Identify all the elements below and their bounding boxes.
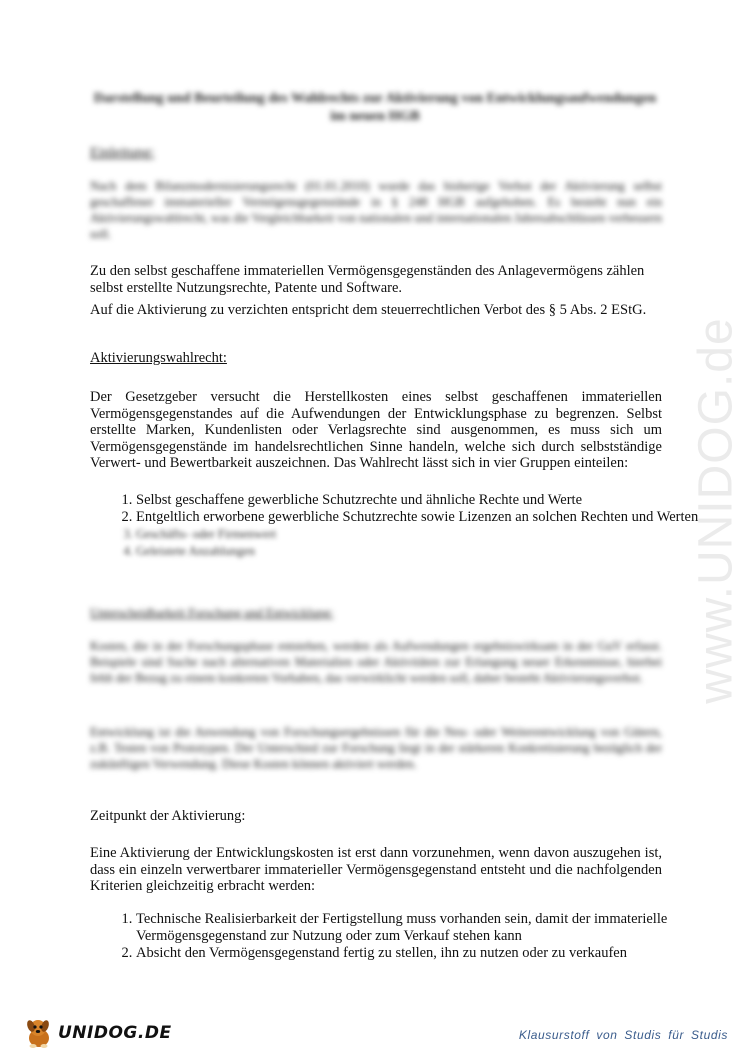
logo-text: UNIDOG.DE	[58, 1023, 172, 1043]
footer-tagline: Klausurstoff von Studis für Studis	[518, 1028, 728, 1042]
section-list-kriterien	[90, 911, 708, 962]
intro-heading: Einleitung:	[90, 145, 155, 161]
dog-mascot-icon	[22, 1016, 56, 1050]
list-item: 1. Technische Realisierbarkeit der Fertigstellung muss vorhanden sein, damit der immaterielle Vermögensgegenstand zur Nutzung oder zum Verkauf stehen kann	[136, 911, 708, 945]
section-heading-aktivierungswahlrecht: Aktivierungswahlrecht:	[90, 350, 227, 366]
section-paragraph-forschung: Kosten, die in der Forschungsphase entstehen, werden als Aufwendungen ergebniswirksam in der GuV erfasst. Beispiele sind Suche nach alternativen Materialien oder Aktivitäten zur Erlangung neuer Erkenntnisse, hierbei fehlt der Bezug zu einem konkreten Vorhaben, das verwirklicht werden soll, daher besteht Aktivierungsverbot.	[90, 639, 662, 685]
intro-blurred-paragraph: Nach dem Bilanzmodernisierungsrecht (01.01.2010) wurde das bisherige Verbot der Aktivierung selbst geschaffener immaterieller Vermögensgegenstände in § 248 HGB aufgehoben. Es besteht nun ein Aktivierungswahlrecht, was die Vergleichbarkeit von nationalen und internationalen Jahresabschlüssen verbessern soll.	[90, 179, 662, 241]
section-list-gruppen	[90, 492, 708, 560]
section-paragraph-aktivierungswahlrecht: Der Gesetzgeber versucht die Herstellkosten eines selbst geschaffenen immateriellen Vermögensgegenstandes auf die Aufwendungen der Entwicklungsphase zu begrenzen. Selbst erstellte Marken, Kundenlisten oder Verlagsrechte sind ausgenommen, es muss sich um Vermögensgegenstände im handelsrechtlichen Sinne handeln, welche sich durch selbstständige Verwert- und Bewertbarkeit auszeichnen. Das Wahlrecht lässt sich in vier Gruppen einteilen:	[90, 389, 662, 471]
list-item: 4. Geleistete Anzahlungen	[136, 543, 708, 560]
list-item: 1. Selbst geschaffene gewerbliche Schutzrechte und ähnliche Rechte und Werte	[136, 492, 708, 509]
list-item: 2. Absicht den Vermögensgegenstand fertig zu stellen, ihn zu nutzen oder zu verkaufen	[136, 945, 708, 962]
list-item: 3. Geschäfts- oder Firmenwert	[136, 526, 708, 543]
section-paragraph-entwicklung: Entwicklung ist die Anwendung von Forschungsergebnissen für die Neu- oder Weiterentwicklung von Gütern, z.B. Testen von Prototypen. Der Unterschied zur Forschung liegt in der stärkeren Konkretisierung bezüglich der zukünftigen Verwendung. Diese Kosten können aktiviert werden.	[90, 725, 662, 771]
section-paragraph-zeitpunkt: Eine Aktivierung der Entwicklungskosten ist erst dann vorzunehmen, wenn davon auszugehen ist, dass ein einzeln verwertbarer immaterieller Vermögensgegenstand entsteht und die nachfolgenden Kriterien gleichzeitig erbracht werden:	[90, 845, 662, 894]
section-heading-forschung-entwicklung: Unterscheidbarkeit Forschung und Entwicklung:	[90, 606, 334, 620]
intro-paragraph-1: Zu den selbst geschaffene immateriellen Vermögensgegenständen des Anlagevermögens zählen selbst erstellte Nutzungsrechte, Patente und Software.	[90, 263, 645, 296]
intro-paragraph-2: Auf die Aktivierung zu verzichten entspricht dem steuerrechtlichen Verbot des § 5 Abs. 2 EStG.	[90, 302, 647, 318]
watermark: www.UNIDOG.de	[689, 316, 743, 704]
unidog-logo[interactable]	[22, 1016, 172, 1050]
section-heading-zeitpunkt: Zeitpunkt der Aktivierung:	[90, 808, 246, 824]
list-item: 2. Entgeltlich erworbene gewerbliche Schutzrechte sowie Lizenzen an solchen Rechten und Werten	[136, 509, 708, 526]
document-title: Darstellung und Beurteilung des Wahlrechts zur Aktivierung von Entwicklungsaufwendungen im neuen HGB	[93, 91, 657, 124]
